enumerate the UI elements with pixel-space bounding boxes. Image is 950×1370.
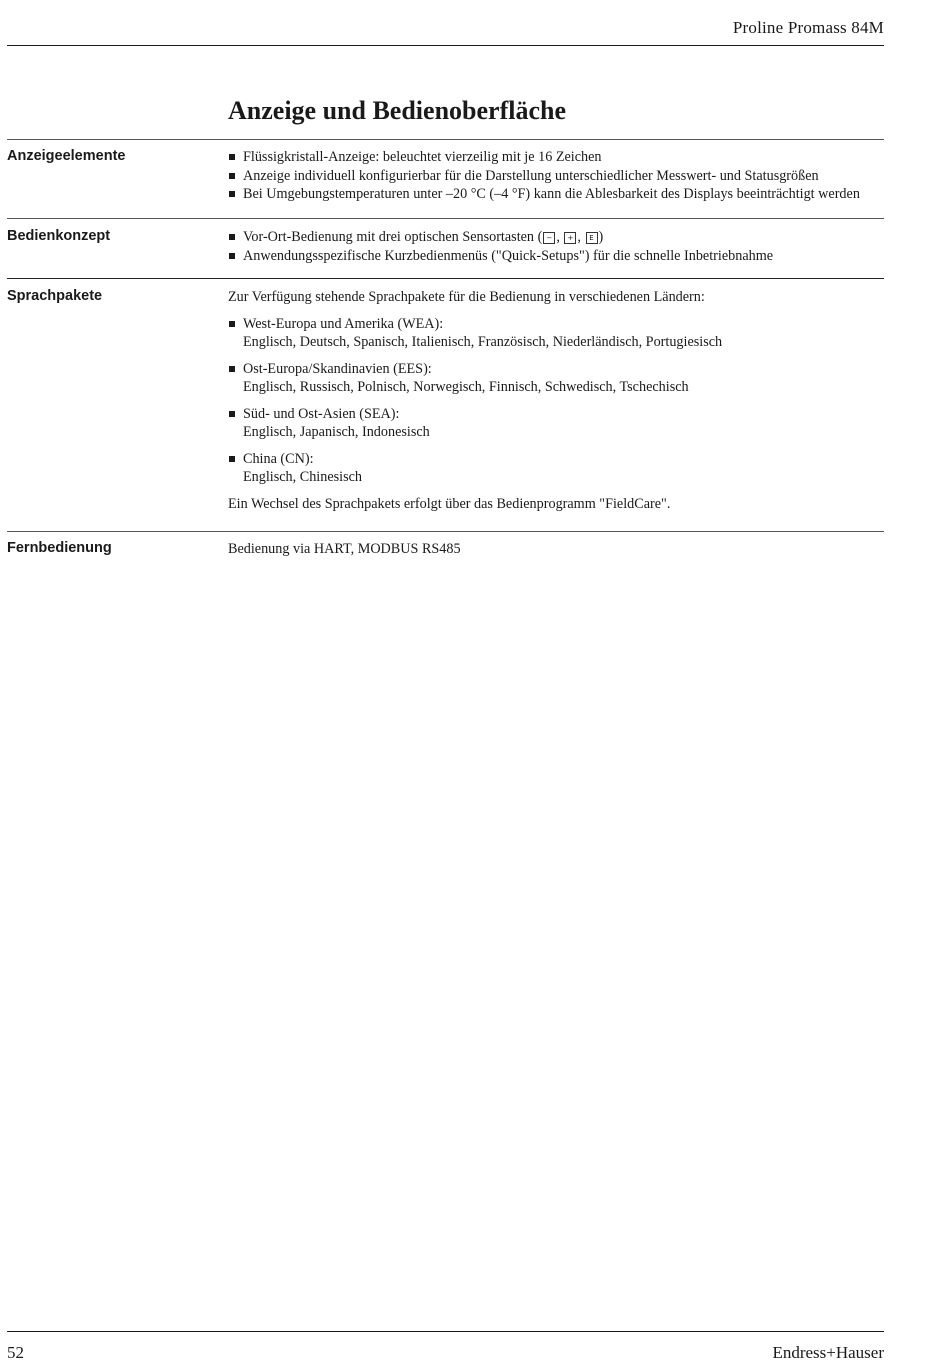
language-pack-languages: Englisch, Russisch, Polnisch, Norwegisch, Finnisch, Schwedisch, Tschechisch: [243, 379, 689, 395]
bullet-list: [228, 148, 888, 204]
row-divider: [7, 218, 884, 219]
bullet-icon: [229, 191, 235, 197]
bullet-icon: [229, 411, 235, 417]
document-header-title: Proline Promass 84M: [732, 18, 884, 37]
footer-divider: [7, 1331, 884, 1332]
bullet-icon: [229, 154, 235, 160]
language-pack-name: West-Europa und Amerika (WEA):: [243, 315, 444, 332]
page-number: 52: [7, 1343, 24, 1362]
row-label-bedienkonzept: Bedienkonzept: [7, 228, 111, 244]
bullet-icon: [229, 234, 235, 240]
bullet-icon: [229, 173, 235, 179]
list-item: Vor-Ort-Bedienung mit drei optischen Sensortasten ( − , + , E ): [228, 228, 888, 247]
row-divider: [7, 531, 884, 532]
list-item: [228, 450, 888, 487]
sprachpakete-intro: Zur Verfügung stehende Sprachpakete für die Bedienung in verschiedenen Ländern:: [228, 289, 705, 305]
language-pack-languages: Englisch, Japanisch, Indonesisch: [243, 424, 430, 440]
header-divider: [7, 45, 884, 46]
row-label-sprachpakete: Sprachpakete: [7, 288, 103, 304]
footer-brand: Endress+Hauser: [772, 1343, 884, 1362]
bullet-icon: [229, 456, 235, 462]
language-pack-name: Süd- und Ost-Asien (SEA):: [243, 405, 400, 422]
row-label-anzeigeelemente: Anzeigeelemente: [7, 148, 126, 164]
row-divider: [7, 278, 884, 279]
list-item: Anzeige individuell konfigurierbar für die Darstellung unterschiedlicher Messwert- und Statusgrößen: [228, 167, 888, 186]
bullet-icon: [229, 253, 235, 259]
section-title: Anzeige und Bedienoberfläche: [228, 96, 566, 125]
language-pack-languages: Englisch, Chinesisch: [243, 469, 363, 485]
list-item: [228, 405, 888, 442]
language-pack-name: Ost-Europa/Skandinavien (EES):: [243, 360, 432, 377]
sprachpakete-outro: Ein Wechsel des Sprachpakets erfolgt über das Bedienprogramm "FieldCare".: [228, 495, 671, 512]
row-content-fernbedienung: Bedienung via HART, MODBUS RS485: [228, 541, 461, 557]
row-content-sprachpakete: [228, 288, 888, 513]
list-item: Bei Umgebungstemperaturen unter –20 °C (–4 °F) kann die Ablesbarkeit des Displays beeinträchtigt werden: [228, 185, 888, 204]
enter-key-icon: E: [586, 232, 598, 244]
bullet-icon: [229, 366, 235, 372]
minus-key-icon: −: [543, 232, 555, 244]
row-label-fernbedienung: Fernbedienung: [7, 540, 112, 556]
plus-key-icon: +: [564, 232, 576, 244]
bullet-icon: [229, 321, 235, 327]
list-item: Flüssigkristall-Anzeige: beleuchtet vierzeilig mit je 16 Zeichen: [228, 148, 888, 167]
row-content-bedienkonzept: [228, 228, 888, 265]
language-pack-name: China (CN):: [243, 450, 314, 467]
row-divider: [7, 139, 884, 140]
language-pack-list: [228, 315, 888, 487]
list-item: [228, 315, 888, 352]
row-content-anzeigeelemente: [228, 148, 888, 204]
list-item: Anwendungsspezifische Kurzbedienmenüs ("Quick-Setups") für die schnelle Inbetriebnahme: [228, 247, 888, 266]
bullet-list: [228, 228, 888, 265]
list-item: [228, 360, 888, 397]
language-pack-languages: Englisch, Deutsch, Spanisch, Italienisch, Französisch, Niederländisch, Portugiesisch: [243, 334, 723, 350]
